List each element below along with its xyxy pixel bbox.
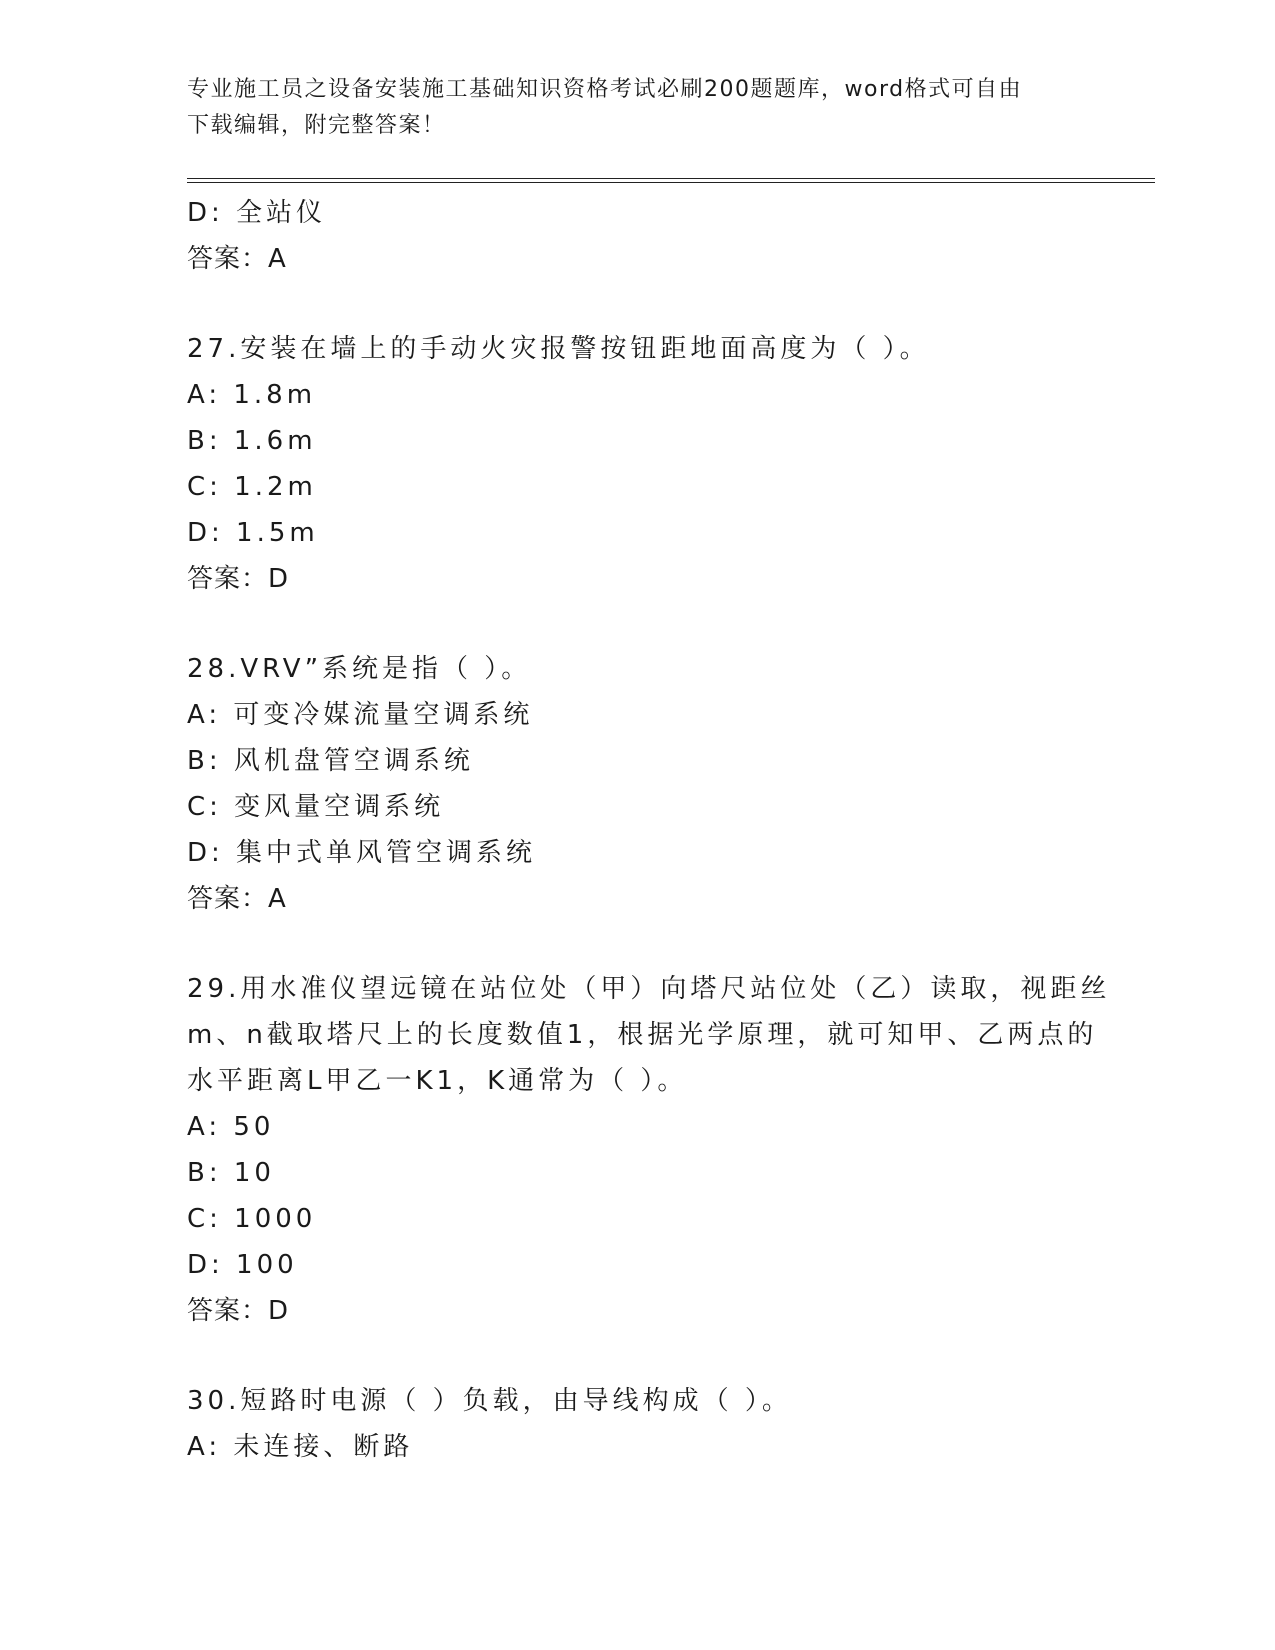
option-d: D: 集中式单风管空调系统 [187,838,537,868]
option-d: D: 100 [187,1250,298,1280]
option-a: A: 未连接、断路 [187,1432,414,1462]
option-a: A: 1.8m [187,380,317,410]
option-a: A: 可变冷媒流量空调系统 [187,700,534,730]
answer-line: 答案：D [187,564,290,594]
question-stem-line-3: 水平距离L甲乙一K1，K通常为（ ）。 [187,1066,688,1096]
question-stem-line-2: m、n截取塔尺上的长度数值1，根据光学原理，就可知甲、乙两点的 [187,1020,1098,1050]
question-stem: 30.短路时电源（ ）负载，由导线构成（ ）。 [187,1386,792,1416]
option-c: C: 1.2m [187,472,317,502]
header-divider-bottom [187,182,1155,183]
question-stem: 27.安装在墙上的手动火灾报警按钮距地面高度为（ ）。 [187,334,930,364]
option-d: D: 全站仪 [187,198,327,228]
option-c: C: 变风量空调系统 [187,792,445,822]
option-b: B: 10 [187,1158,275,1188]
option-d: D: 1.5m [187,518,319,548]
answer-line: 答案：A [187,244,287,274]
header-line-1: 专业施工员之设备安装施工基础知识资格考试必刷200题题库，word格式可自由 [187,77,1023,102]
option-a: A: 50 [187,1112,275,1142]
question-27 [187,326,1087,602]
question-29 [187,966,1111,1334]
answer-line: 答案：D [187,1296,290,1326]
option-c: C: 1000 [187,1204,317,1234]
partial-question [187,190,1087,282]
option-b: B: 1.6m [187,426,317,456]
question-stem-line-1: 29.用水准仪望远镜在站位处（甲）向塔尺站位处（乙）读取，视距丝 [187,974,1111,1004]
question-list [187,190,1111,1470]
document-header [187,72,1087,144]
answer-line: 答案：A [187,884,287,914]
header-divider-top [187,178,1155,179]
question-28 [187,646,1087,922]
question-stem: 28.VRV”系统是指（ ）。 [187,654,532,684]
question-30 [187,1378,1087,1470]
option-b: B: 风机盘管空调系统 [187,746,474,776]
header-line-2: 下载编辑，附完整答案！ [187,113,446,138]
